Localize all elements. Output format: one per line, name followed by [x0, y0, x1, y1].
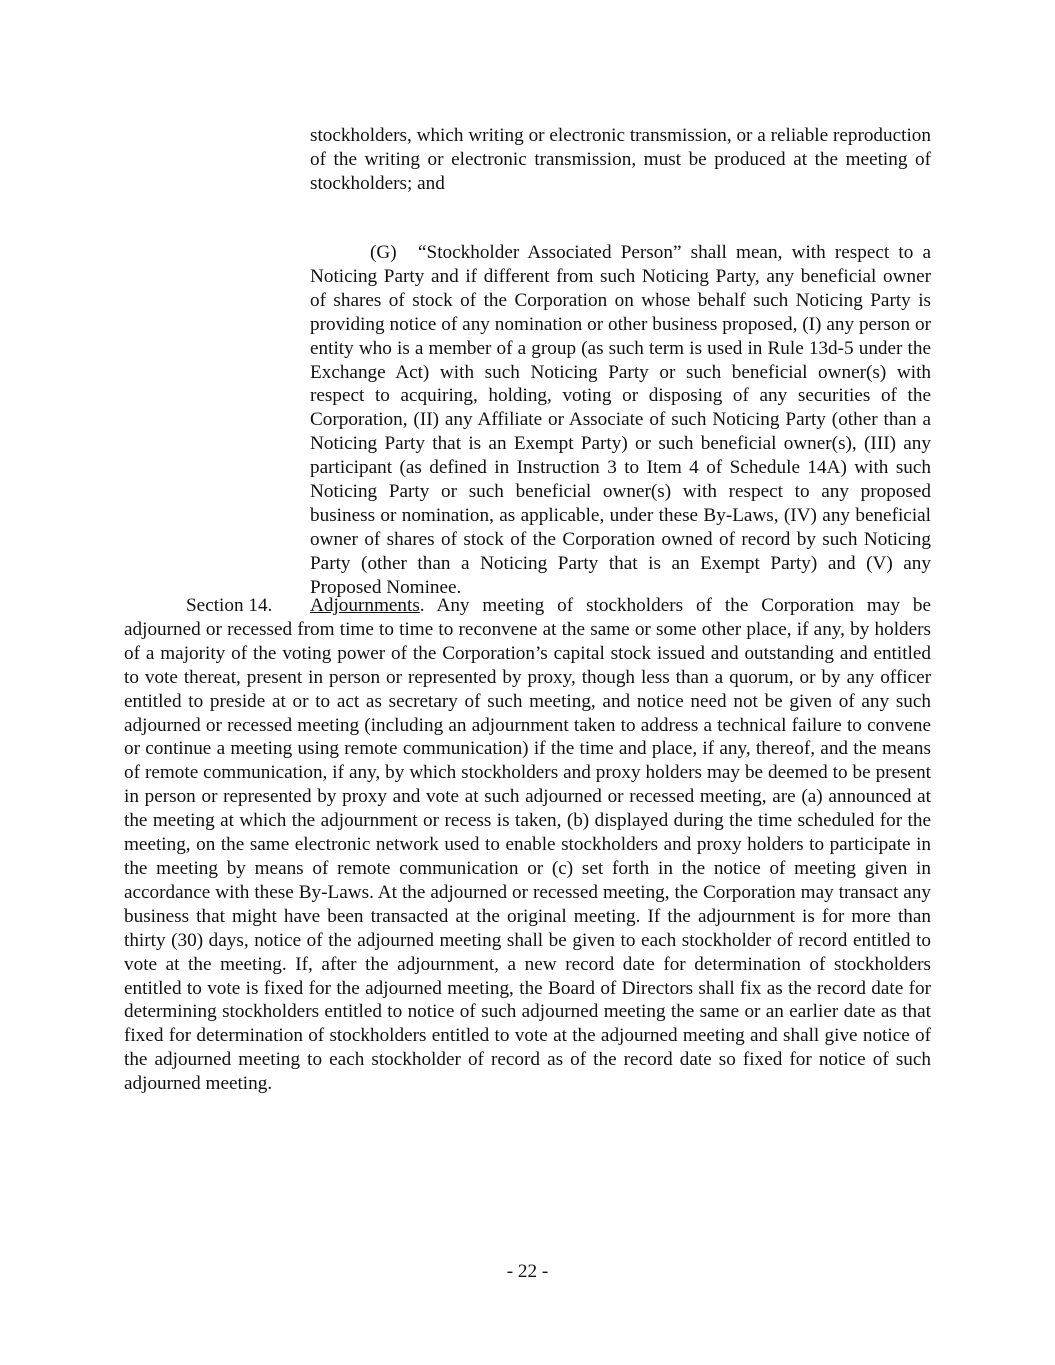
section-14-paragraph [124, 594, 931, 1096]
continuation-paragraph: stockholders, which writing or electronic transmission, or a reliable reproduction of the writing or electronic transmission, must be produced at the meeting of stockholders; and [310, 125, 931, 194]
page-number: - 22 - [506, 1261, 549, 1282]
section-heading: Adjournments [310, 595, 420, 616]
section-14-text: Any meeting of stockholders of the Corporation may be adjourned or recessed from time to time to reconvene at the same or some other place, if any, by holders of a majority of the voting power of the Corporation’s capital stock issued and outstanding and entitled to vote thereat, present in person or represented by proxy, though less than a quorum, or by any officer entitled to preside at or to act as secretary of such meeting, and notice need not be given of any such adjourned or recessed meeting (including an adjournment taken to address a technical failure to convene or continue a meeting using remote communication) if the time and place, if any, thereof, and the means of remote communication, if any, by which stockholders and proxy holders may be deemed to be present in person or represented by proxy and vote at such adjourned or recessed meeting, are (a) announced at the meeting at which the adjournment or recess is taken, (b) displayed during the time scheduled for the meeting, on the same electronic network used to enable stockholders and proxy holders to participate in the meeting by means of remote communication or (c) set forth in the notice of meeting given in accordance with these By-Laws. At the adjourned or recessed meeting, the Corporation may transact any business that might have been transacted at the original meeting. If the adjournment is for more than thirty (30) days, notice of the adjourned meeting shall be given to each stockholder of record entitled to vote at the meeting. If, after the adjournment, a new record date for determination of stockholders entitled to vote is fixed for the adjourned meeting, the Board of Directors shall fix as the record date for determining stockholders entitled to notice of such adjourned meeting the same or an earlier date as that fixed for determination of stockholders entitled to vote at the adjourned meeting and shall give notice of the adjourned meeting to each stockholder of record as of the record date so fixed for notice of such adjourned meeting. [124, 595, 931, 1095]
subsection-g-marker: (G) [370, 242, 397, 263]
subsection-g-paragraph [310, 241, 931, 600]
section-heading-punct: . [419, 595, 425, 616]
subsection-g-text: “Stockholder Associated Person” shall mean, with respect to a Noticing Party and if different from such Noticing Party, any beneficial owner of shares of stock of the Corporation on whose behalf such Noticing Party is providing notice of any nomination or other business proposed, (I) any person or entity who is a member of a group (as such term is used in Rule 13d-5 under the Exchange Act) with such Noticing Party or such beneficial owner(s) with respect to acquiring, holding, voting or disposing of any securities of the Corporation, (II) any Affiliate or Associate of such Noticing Party (other than a Noticing Party that is an Exempt Party) or such beneficial owner(s), (III) any participant (as defined in Instruction 3 to Item 4 of Schedule 14A) with such Noticing Party or such beneficial owner(s) with respect to any proposed business or nomination, as applicable, under these By-Laws, (IV) any beneficial owner of shares of stock of the Corporation owned of record by such Noticing Party (other than a Noticing Party that is an Exempt Party) and (V) any Proposed Nominee. [310, 242, 931, 598]
section-number: Section 14. [186, 595, 273, 616]
